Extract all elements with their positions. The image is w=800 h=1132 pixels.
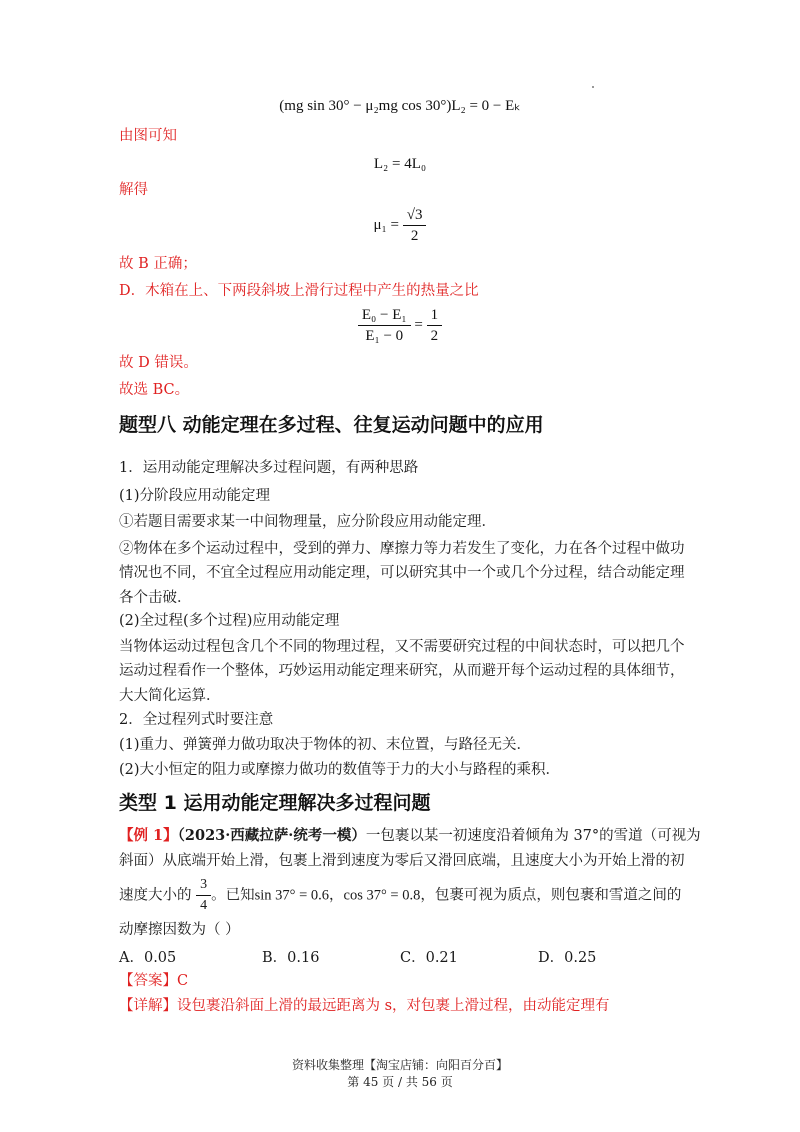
stray-dot [592, 86, 594, 88]
fraction-numerator: 3 [196, 876, 211, 896]
paragraph-line: (2)大小恒定的阻力或摩擦力做功的数值等于力的大小与路程的乘积． [119, 762, 561, 778]
formula-sin37: sin 37° = 0.6 [254, 887, 330, 904]
fraction-numerator: 1 [427, 306, 443, 326]
comma: ， [329, 887, 344, 904]
answer-line: 【答案】C [119, 973, 189, 989]
fraction-numerator: E₀ − E₁ [358, 306, 411, 326]
paragraph-line: (1)重力、弹簧弹力做功取决于物体的初、末位置，与路径无关． [119, 737, 532, 753]
paragraph-line: 各个击破． [119, 590, 192, 606]
text-solve: 解得 [119, 182, 148, 198]
text-choose-bc: 故选 BC。 [119, 382, 190, 398]
paragraph-line: 当物体运动过程包含几个不同的物理过程，又不需要研究过程的中间状态时，可以把几个 [119, 639, 685, 655]
equals-sign: = [414, 316, 423, 333]
formula-cos37: cos 37° = 0.8 [343, 887, 421, 904]
example-line-2: 斜面）从底端开始上滑，包裹上滑到速度为零后又滑回底端，且速度大小为开始上滑的初 [119, 853, 685, 869]
paragraph-line: 2．全过程列式时要注意 [119, 712, 274, 728]
text-d-wrong: 故 D 错误。 [119, 355, 198, 371]
example-tag: 【例 1】 [119, 827, 178, 844]
fraction-denominator: 4 [200, 898, 208, 913]
section-heading-type-1: 类型 1 运用动能定理解决多过程问题 [119, 792, 431, 814]
fraction-three-quarters [196, 876, 211, 915]
fraction-denominator: 2 [430, 328, 439, 344]
paragraph-line: ①若题目需要求某一中间物理量，应分阶段应用动能定理． [119, 514, 496, 530]
paragraph-line: (1)分阶段应用动能定理 [119, 488, 271, 504]
section-heading-type-8: 题型八 动能定理在多过程、往复运动问题中的应用 [119, 414, 544, 436]
paragraph-line: 情况也不同，不宜全过程应用动能定理，可以研究其中一个或几个分过程，结合动能定理 [119, 565, 685, 581]
paragraph-line: 1．运用动能定理解决多过程问题，有两种思路 [119, 460, 419, 476]
fraction-numerator: √3 [403, 206, 427, 226]
fraction-one-half [427, 306, 443, 345]
option-a: A．0.05 [119, 950, 177, 966]
paragraph-line: 大大简化运算． [119, 688, 221, 704]
formula-mu1 [0, 206, 800, 245]
example-text: 速度大小的 [119, 887, 192, 904]
option-c: C．0.21 [400, 950, 458, 966]
example-line-1 [119, 826, 701, 846]
fraction-sqrt3-over-2 [403, 206, 427, 245]
paragraph-line: (2)全过程(多个过程)应用动能定理 [119, 613, 340, 629]
example-line-3 [119, 876, 681, 915]
fraction-denominator: 2 [410, 228, 419, 244]
text-from-graph: 由图可知 [119, 128, 177, 144]
example-line-4: 动摩擦因数为（ ） [119, 922, 240, 938]
fraction-energy-ratio [358, 306, 411, 345]
example-text: 一包裹以某一初速度沿着倾角为 37°的雪道（可视为 [365, 828, 701, 844]
paragraph-line: ②物体在多个运动过程中，受到的弹力、摩擦力等力若发生了变化，力在各个过程中做功 [119, 541, 685, 557]
detail-text: 设包裹沿斜面上滑的最远距离为 s，对包裹上滑过程，由动能定理有 [177, 998, 610, 1014]
option-d: D．0.25 [538, 950, 597, 966]
formula-length-ratio: L₂ = 4L₀ [373, 156, 427, 172]
footer-page-number: 第 45 页 / 共 56 页 [347, 1075, 453, 1089]
example-text: ，包裹可视为质点，则包裹和雪道之间的 [420, 887, 682, 904]
option-b: B．0.16 [262, 950, 320, 966]
text-option-d-analysis: D．木箱在上、下两段斜坡上滑行过程中产生的热量之比 [119, 283, 479, 299]
formula-mu1-lhs: μ₁ = [373, 216, 399, 233]
paragraph-line: 运动过程看作一个整体，巧妙运用动能定理来研究，从而避开每个运动过程的具体细节， [119, 663, 685, 679]
formula-energy-upper: (mg sin 30° − μ₂mg cos 30°)L₂ = 0 − Eₖ [279, 98, 521, 114]
text-b-correct: 故 B 正确； [119, 256, 197, 272]
example-text: 。已知 [211, 887, 255, 904]
fraction-denominator: E₁ − 0 [365, 328, 404, 344]
footer-source: 资料收集整理【淘宝店铺：向阳百分百】 [291, 1058, 508, 1072]
detail-line [119, 996, 610, 1016]
example-source: （2023·西藏拉萨·统考一模） [177, 827, 366, 844]
formula-heat-ratio [0, 306, 800, 345]
detail-tag: 【详解】 [119, 998, 177, 1014]
